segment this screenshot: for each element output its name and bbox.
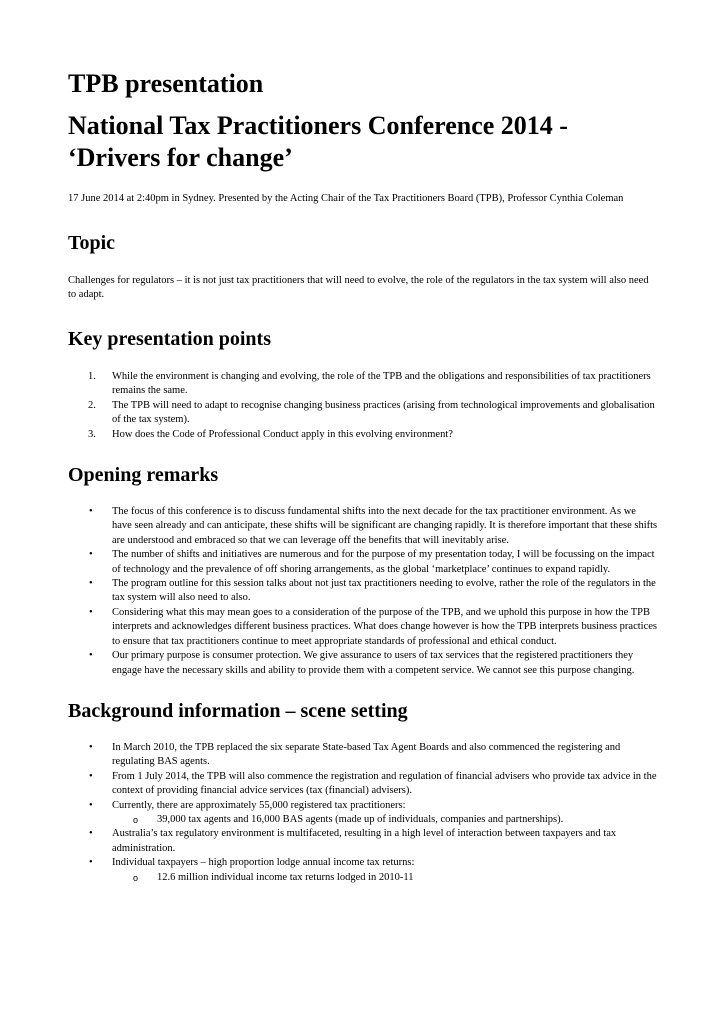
document-title: TPB presentation [68,69,264,98]
list-item [68,577,658,606]
sub-list [112,871,658,885]
key-point-item [68,428,658,442]
sub-list-item-text: 39,000 tax agents and 16,000 BAS agents (made up of individuals, companies and partnerships). [157,813,564,825]
background-heading: Background information – scene setting [68,699,408,722]
bullet-icon: • [89,799,93,811]
list-item [68,548,658,577]
bullet-icon: • [89,741,93,753]
list-item-text: Currently, there are approximately 55,000 registered tax practitioners: [112,799,406,811]
key-point-item [68,370,658,399]
list-item-text: The number of shifts and initiatives are numerous and for the purpose of my presentation today, I will be focussing on the impact of technology and the prevalence of off shoring arrangements, as the global ‘marketplace’ continues to expand rapidly. [112,549,655,575]
sub-list-item [112,813,658,827]
list-item [68,770,658,799]
list-item [68,505,658,548]
sub-list-item [112,871,658,885]
document-page [68,68,658,905]
list-item-text: The program outline for this session talks about not just tax practitioners needing to evolve, rather the role of the regulators in the tax system will also need to also. [112,578,656,604]
opening-remarks-heading: Opening remarks [68,464,219,487]
background-list [68,741,658,885]
topic-heading: Topic [68,232,116,254]
list-item-text: Considering what this may mean goes to a consideration of the purpose of the TPB, and we uphold this purpose in how the TPB interprets and acknowledges different business practices. What does change however is how the TPB interprets business practices to ensure that tax practitioners continue to meet appropriate standards of professional and ethical conduct. [112,606,657,647]
document-subtitle: National Tax Practitioners Conference 2014 - ‘Drivers for change’ [68,111,568,172]
bullet-icon: • [89,857,93,869]
key-points-list [68,370,658,442]
key-point-number: 3. [88,428,96,440]
key-point-text: How does the Code of Professional Conduct apply in this evolving environment? [112,428,453,440]
list-item [68,827,658,856]
key-point-text: While the environment is changing and evolving, the role of the TPB and the obligations and responsibilities of tax practitioners remains the same. [112,371,651,397]
topic-paragraph: Challenges for regulators – it is not just tax practitioners that will need to evolve, the role of the regulators in the tax system will also need to adapt. [68,275,649,300]
list-item-text: In March 2010, the TPB replaced the six separate State-based Tax Agent Boards and also commenced the registering and regulating BAS agents. [112,741,621,768]
bullet-icon: • [89,506,93,518]
list-item [68,741,658,770]
bullet-icon: • [89,578,93,590]
list-item [68,606,658,649]
bullet-icon: • [89,606,93,618]
bullet-icon: • [89,650,93,662]
list-item [68,649,658,678]
list-item-text: The focus of this conference is to discuss fundamental shifts into the next decade for the tax practitioner environment. As we have seen already and can anticipate, these shifts will be significant are changing rapidly. It is therefore important that these shifts are understood and embraced so that we can leverage off the benefits that will inevitably arise. [112,506,658,546]
circle-bullet-icon: o [133,814,139,825]
circle-bullet-icon: o [133,872,139,883]
list-item-text: Individual taxpayers – high proportion lodge annual income tax returns: [112,857,415,869]
sub-list [112,813,658,827]
list-item-text: Australia’s tax regulatory environment is multifaceted, resulting in a high level of interaction between taxpayers and tax administration. [112,828,617,854]
list-item [68,799,658,828]
key-points-heading: Key presentation points [68,328,271,350]
sub-list-item-text: 12.6 million individual income tax returns lodged in 2010-11 [157,871,414,883]
bullet-icon: • [89,770,93,782]
bullet-icon: • [89,549,93,561]
intro-paragraph: 17 June 2014 at 2:40pm in Sydney. Presented by the Acting Chair of the Tax Practitioners Board (TPB), Professor Cynthia Coleman [68,193,624,204]
bullet-icon: • [89,828,93,840]
list-item-text: Our primary purpose is consumer protection. We give assurance to users of tax services that the registered practitioners they engage have the necessary skills and ability to provide them with a competent service. We cannot see this purpose changing. [112,650,635,676]
key-point-number: 1. [88,371,96,382]
key-point-number: 2. [88,399,96,411]
key-point-item [68,399,658,428]
key-point-text: The TPB will need to adapt to recognise changing business practices (arising from technological improvements and globalisation of the tax system). [112,399,655,426]
opening-remarks-list [68,505,658,678]
list-item-text: From 1 July 2014, the TPB will also commence the registration and regulation of financial advisers who provide tax advice in the context of providing financial advice services (tax (financial) advisers). [112,770,657,797]
list-item [68,856,658,885]
